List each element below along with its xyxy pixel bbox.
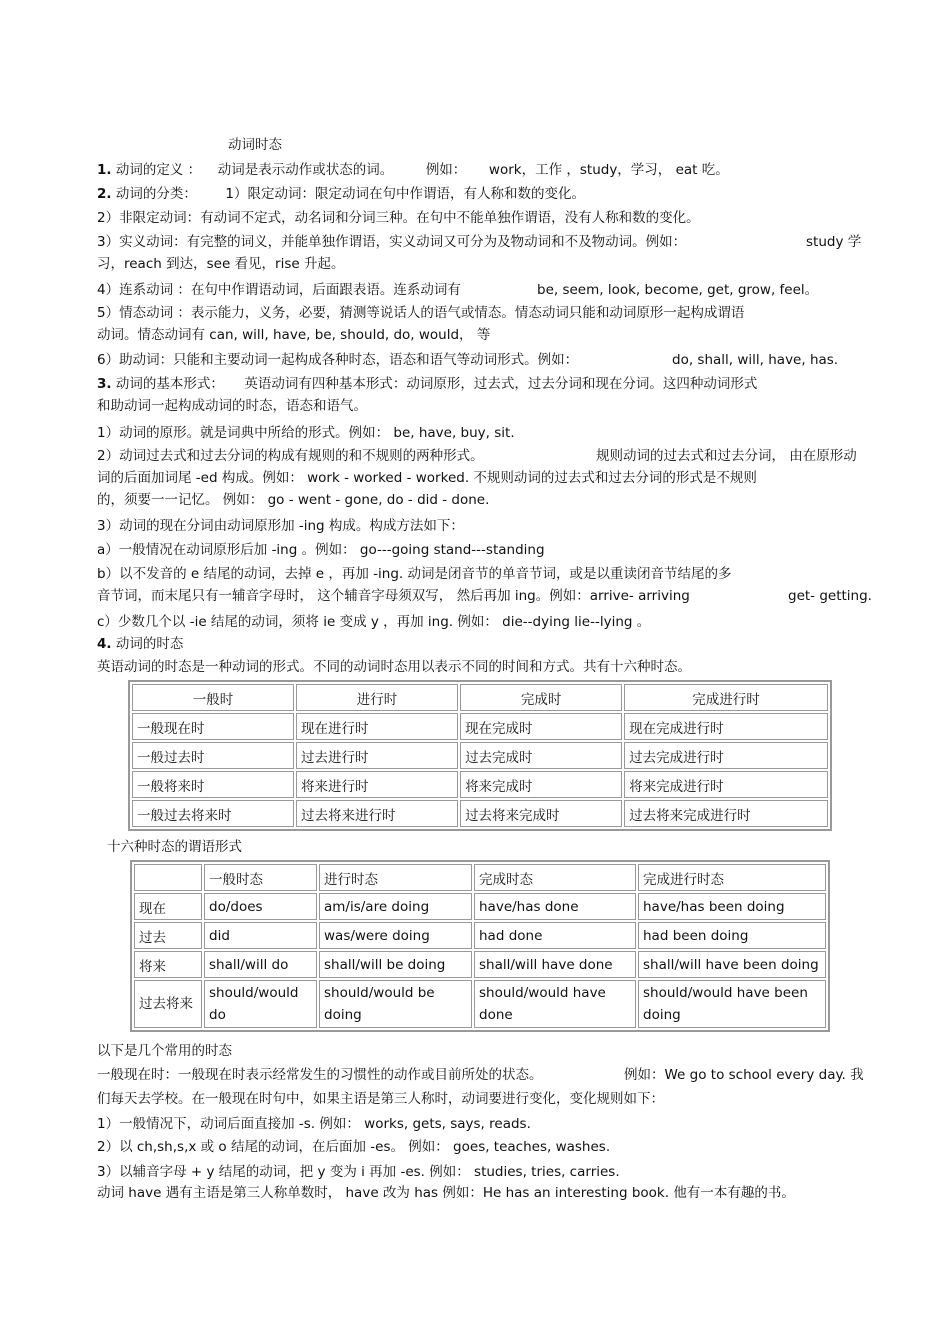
form-item-a: a）一般情况在动词原形后加 -ing 。例如： go---going stand---standing [97, 542, 545, 558]
table-cell: 现在 [134, 893, 202, 920]
common-tenses-heading: 以下是几个常用的时态 [97, 1043, 232, 1059]
table-cell: 过去将来进行时 [296, 800, 458, 827]
table-header-cell: 完成时态 [474, 864, 636, 891]
table-cell: had been doing [638, 922, 826, 949]
table-cell: shall/will be doing [319, 951, 472, 978]
section-2-number: 2. [97, 186, 112, 202]
table-cell: shall/will have done [474, 951, 636, 978]
table-cell: was/were doing [319, 922, 472, 949]
section-2-heading: 动词的分类： [115, 186, 197, 202]
section-2 [97, 184, 585, 204]
table-cell: am/is/are doing [319, 893, 472, 920]
table-header-cell: 进行时态 [319, 864, 472, 891]
section-2-item-3c: 习，reach 到达，see 看见，rise 升起。 [97, 256, 345, 272]
table-header-cell: 进行时 [296, 684, 458, 711]
form-item-2b: 规则动词的过去式和过去分词， 由在原形动 [596, 448, 857, 464]
table-cell: 一般过去时 [132, 742, 294, 769]
section-3 [97, 374, 757, 394]
table-cell: 将来完成时 [460, 771, 622, 798]
section-2-item-4a: 4）连系动词 ：在句中作谓语动词，后面跟表语。连系动词有 [97, 282, 461, 298]
table-cell: 过去完成进行时 [624, 742, 828, 769]
present-simple-c: 们每天去学校。在一般现在时句中，如果主语是第三人称时，动词要进行变化，变化规则如下： [97, 1091, 664, 1107]
table-cell: 一般过去将来时 [132, 800, 294, 827]
section-4-number: 4. [97, 636, 112, 652]
section-2-item-5a: 5）情态动词 ：表示能力，义务，必要，猜测等说话人的语气或情态。情态动词只能和动词原形一起构成谓语 [97, 305, 745, 321]
rule-2: 2）以 ch,sh,s,x 或 o 结尾的动词，在后面加 -es。 例如： goes, teaches, washes. [97, 1139, 611, 1155]
section-2-item-1: 1）限定动词：限定动词在句中作谓语，有人称和数的变化。 [225, 186, 586, 202]
table-cell: 一般将来时 [132, 771, 294, 798]
table-cell: 将来完成进行时 [624, 771, 828, 798]
rule-3: 3）以辅音字母 + y 结尾的动词，把 y 变为 i 再加 -es. 例如： studies, tries, carries. [97, 1164, 620, 1180]
table-cell: should/would have been doing [638, 980, 826, 1028]
section-2-item-3b: study 学 [806, 234, 862, 250]
form-item-2c: 词的后面加词尾 -ed 构成。例如： work - worked - worked. 不规则动词的过去式和过去分词的形式是不规则 [97, 470, 757, 486]
table-cell: have/has been doing [638, 893, 826, 920]
form-item-b2a: 音节词，而末尾只有一辅音字母时， 这个辅音字母须双写， 然后再加 ing。例如：arrive- arriving [97, 588, 690, 604]
section-2-item-3a: 3）实义动词：有完整的词义，并能单独作谓语，实义动词又可分为及物动词和不及物动词。例如： [97, 234, 687, 250]
table-row [134, 922, 826, 949]
table-cell: 过去 [134, 922, 202, 949]
table-row [132, 713, 828, 740]
section-3-heading: 动词的基本形式： [115, 376, 224, 392]
form-item-1: 1）动词的原形。就是词典中所给的形式。例如： be, have, buy, sit. [97, 425, 515, 441]
form-item-c: c）少数几个以 -ie 结尾的动词，须将 ie 变成 y ，再加 ing. 例如： die--dying lie--lying 。 [97, 614, 651, 630]
table-header-cell: 完成进行时态 [638, 864, 826, 891]
table-header-cell: 一般时态 [204, 864, 317, 891]
rule-have: 动词 have 遇有主语是第三人称单数时， have 改为 has 例如：He has an interesting book. 他有一本有趣的书。 [97, 1185, 795, 1201]
section-2-item-6a: 6）助动词：只能和主要动词一起构成各种时态，语态和语气等动词形式。例如： [97, 352, 579, 368]
predicate-form-table [130, 860, 830, 1032]
tense-table-header [132, 684, 828, 711]
table-cell: 现在进行时 [296, 713, 458, 740]
table-cell: 过去将来完成时 [460, 800, 622, 827]
table-row [132, 800, 828, 827]
section-3-text: 英语动词有四种基本形式：动词原形，过去式，过去分词和现在分词。这四种动词形式 [244, 376, 758, 392]
table-row [132, 771, 828, 798]
predicate-table-header [134, 864, 826, 891]
tense-table [128, 680, 832, 831]
section-1-examples: work，工作 ，study，学习， eat 吃。 [488, 162, 729, 178]
table-cell: 过去将来 [134, 980, 202, 1028]
table-cell: 将来进行时 [296, 771, 458, 798]
section-2-item-4b: be, seem, look, become, get, grow, feel。 [537, 282, 819, 298]
table-header-cell: 完成时 [460, 684, 622, 711]
table-cell: do/does [204, 893, 317, 920]
table-row [134, 951, 826, 978]
table-cell: 过去进行时 [296, 742, 458, 769]
section-1-text: 动词是表示动作或状态的词。 [217, 162, 394, 178]
present-simple-a: 一般现在时：一般现在时表示经常发生的习惯性的动作或目前所处的状态。 [97, 1067, 543, 1083]
form-item-2a: 2）动词过去式和过去分词的构成有规则的和不规则的两种形式。 [97, 448, 484, 464]
table-2-caption: 十六种时态的谓语形式 [107, 839, 242, 855]
form-item-b1: b）以不发音的 e 结尾的动词，去掉 e ，再加 -ing. 动词是闭音节的单音节词，或是以重读闭音节结尾的多 [97, 566, 732, 582]
table-cell: 现在完成进行时 [624, 713, 828, 740]
table-row [134, 893, 826, 920]
table-row [132, 742, 828, 769]
rule-1: 1）一般情况下，动词后面直接加 -s. 例如： works, gets, says, reads. [97, 1116, 531, 1132]
form-item-2d: 的，须要一一记忆。 例如： go - went - gone, do - did - done. [97, 492, 490, 508]
section-4-text: 英语动词的时态是一种动词的形式。不同的动词时态用以表示不同的时间和方式。共有十六种时态。 [97, 659, 691, 675]
table-cell: did [204, 922, 317, 949]
table-cell: should/would be doing [319, 980, 472, 1028]
form-item-3: 3）动词的现在分词由动词原形加 -ing 构成。构成方法如下： [97, 518, 464, 534]
table-cell: should/would do [204, 980, 317, 1028]
section-3-number: 3. [97, 376, 112, 392]
section-3-text-cont: 和助动词一起构成动词的时态，语态和语气。 [97, 398, 367, 414]
table-cell: have/has done [474, 893, 636, 920]
form-item-b2b: get- getting. [788, 588, 872, 604]
section-2-item-5b: 动词。情态动词有 can, will, have, be, should, do, would， 等 [97, 327, 491, 343]
section-1-number: 1. [97, 162, 112, 178]
table-row [134, 980, 826, 1028]
section-4-heading: 动词的时态 [115, 636, 184, 652]
section-1-heading: 动词的定义 ： [115, 162, 202, 178]
section-1 [97, 160, 729, 180]
table-header-cell: 完成进行时 [624, 684, 828, 711]
table-cell: should/would have done [474, 980, 636, 1028]
table-cell: 过去完成时 [460, 742, 622, 769]
table-cell: shall/will do [204, 951, 317, 978]
table-cell: 将来 [134, 951, 202, 978]
table-cell: had done [474, 922, 636, 949]
present-simple-b: 例如：We go to school every day. 我 [624, 1067, 864, 1083]
section-4 [97, 634, 183, 654]
section-1-eg: 例如： [425, 162, 467, 178]
section-2-item-6b: do, shall, will, have, has. [672, 352, 839, 368]
table-cell: 一般现在时 [132, 713, 294, 740]
table-cell: 过去将来完成进行时 [624, 800, 828, 827]
table-header-cell [134, 864, 202, 891]
table-cell: shall/will have been doing [638, 951, 826, 978]
section-2-item-2: 2）非限定动词：有动词不定式，动名词和分词三种。在句中不能单独作谓语，没有人称和数的变化。 [97, 210, 700, 226]
doc-title: 动词时态 [228, 137, 282, 153]
table-header-cell: 一般时 [132, 684, 294, 711]
table-cell: 现在完成时 [460, 713, 622, 740]
